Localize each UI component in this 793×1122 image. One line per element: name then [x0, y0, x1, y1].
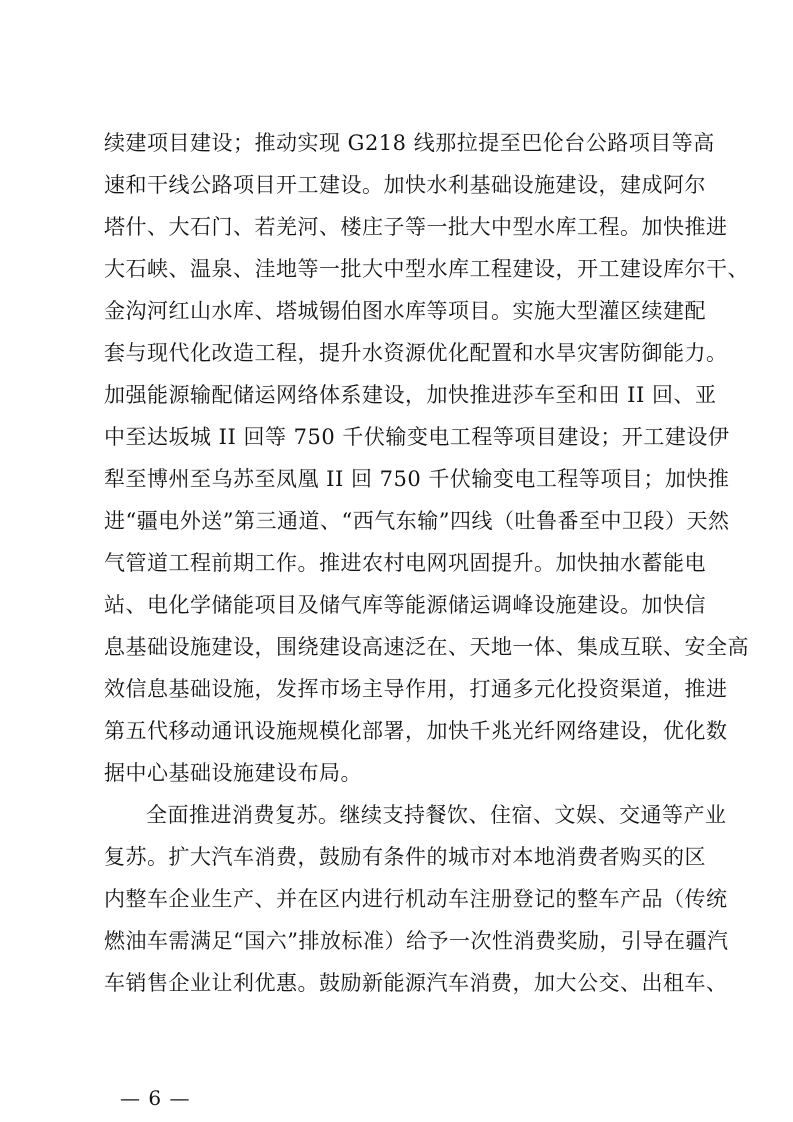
text-line: 复苏。扩大汽车消费，鼓励有条件的城市对本地消费者购买的区 — [104, 845, 706, 869]
text-line: 全面推进消费复苏。继续支持餐饮、住宿、文娱、交通等产业 — [146, 803, 727, 827]
text-line: 大石峡、温泉、洼地等一批大中型水库工程建设，开工建设库尔干、 — [104, 257, 749, 281]
text-line: 站、电化学储能项目及储气库等能源储运调峰设施建设。加快信 — [104, 593, 706, 617]
text-line: 中至达坂城 II 回等 750 千伏输变电工程等项目建设；开工建设伊 — [104, 425, 730, 449]
text-line: 续建项目建设；推动实现 G218 线那拉提至巴伦台公路项目等高 — [104, 131, 715, 155]
text-line: 第五代移动通讯设施规模化部署，加快千兆光纤网络建设，优化数 — [104, 719, 728, 743]
page-number: — 6 — — [120, 1086, 191, 1110]
text-line: 车销售企业让利优惠。鼓励新能源汽车消费，加大公交、出租车、 — [104, 971, 728, 995]
text-line: 据中心基础设施建设布局。 — [104, 761, 362, 785]
text-line: 效信息基础设施，发挥市场主导作用，打通多元化投资渠道，推进 — [104, 677, 728, 701]
text-line: 气管道工程前期工作。推进农村电网巩固提升。加快抽水蓄能电 — [104, 551, 706, 575]
text-line: 速和干线公路项目开工建设。加快水利基础设施建设，建成阿尔 — [104, 173, 706, 197]
text-line: 内整车企业生产、并在区内进行机动车注册登记的整车产品（传统 — [104, 887, 728, 911]
text-line: 加强能源输配储运网络体系建设，加快推进莎车至和田 II 回、亚 — [104, 383, 717, 407]
text-line: 燃油车需满足“国六”排放标准）给予一次性消费奖励，引导在疆汽 — [104, 929, 729, 953]
text-line: 犁至博州至乌苏至凤凰 II 回 750 千伏输变电工程等项目；加快推 — [104, 467, 730, 491]
text-line: 金沟河红山水库、塔城锡伯图水库等项目。实施大型灌区续建配 — [104, 299, 706, 323]
text-line: 套与现代化改造工程，提升水资源优化配置和水旱灾害防御能力。 — [104, 341, 728, 365]
text-line: 塔什、大石门、若羌河、楼庄子等一批大中型水库工程。加快推进 — [104, 215, 728, 239]
text-line: 进“疆电外送”第三通道、“西气东输”四线（吐鲁番至中卫段）天然 — [104, 509, 730, 533]
text-line: 息基础设施建设，围绕建设高速泛在、天地一体、集成互联、安全高 — [104, 635, 749, 659]
